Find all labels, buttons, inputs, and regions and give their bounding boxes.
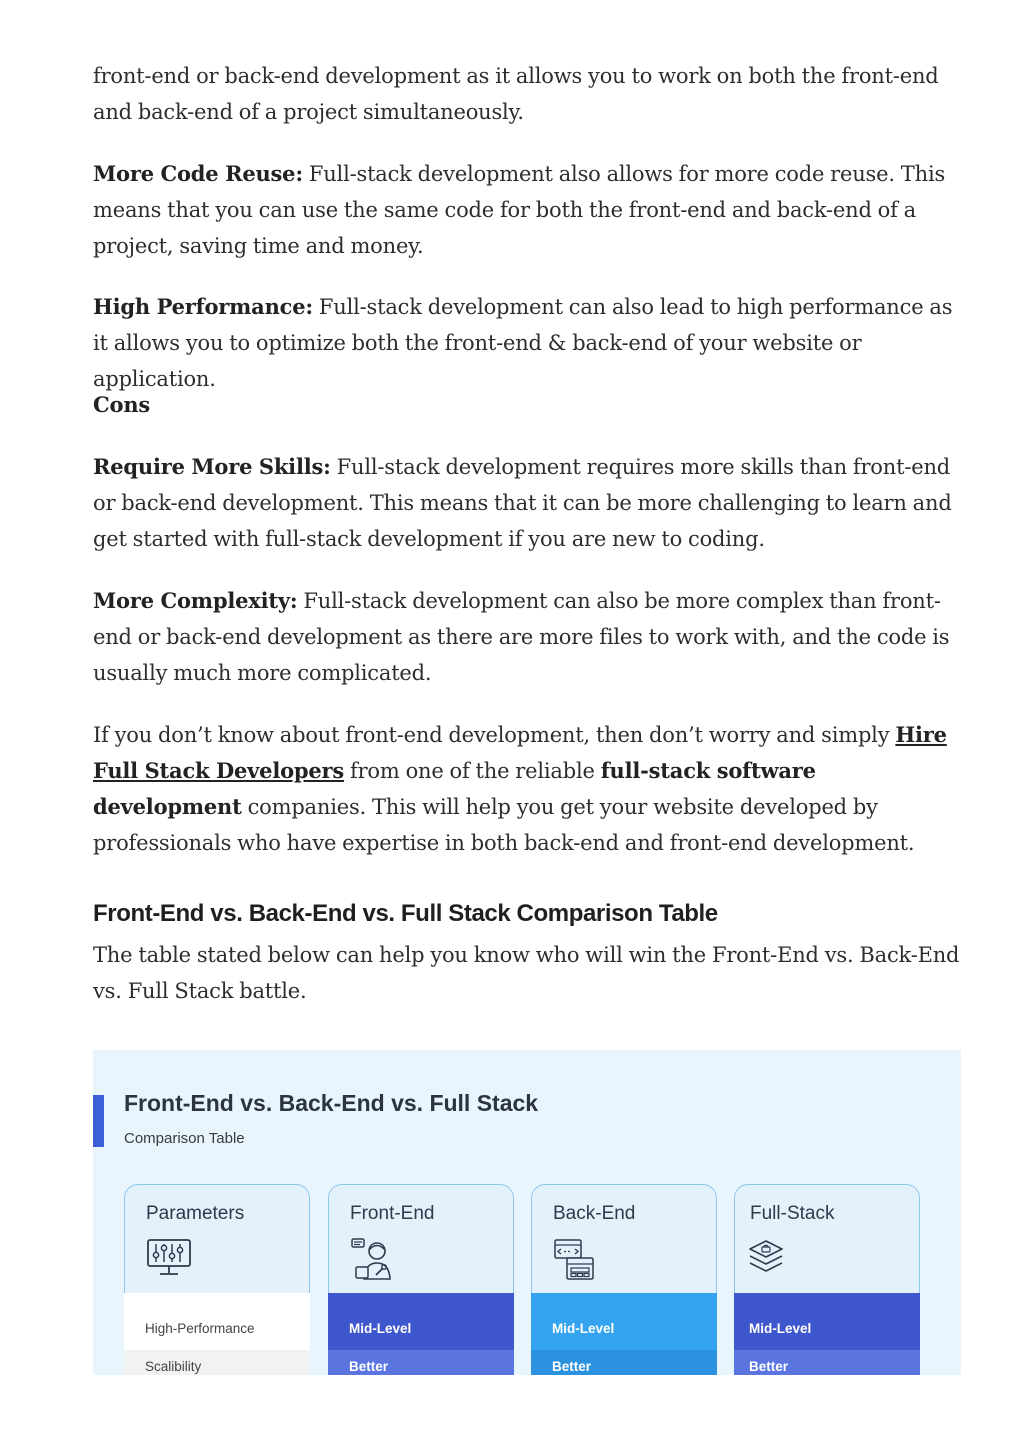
cell-text: Better <box>749 1359 789 1374</box>
column-header <box>124 1184 310 1294</box>
code-server-icon <box>553 1237 599 1281</box>
cell-text: High-Performance <box>145 1321 255 1336</box>
figure-title: Front-End vs. Back-End vs. Full Stack <box>124 1090 539 1116</box>
table-cell <box>734 1293 920 1350</box>
accent-bar <box>93 1095 104 1147</box>
cons-heading-text: Cons <box>93 392 151 417</box>
column-parameters <box>124 1184 310 1375</box>
more-complexity-label: More Complexity: <box>93 588 298 613</box>
section-heading: Front-End vs. Back-End vs. Full Stack Comparison Table <box>93 900 718 927</box>
table-cell <box>124 1350 310 1375</box>
figure-subtitle: Comparison Table <box>124 1130 245 1147</box>
cell-text: Better <box>552 1359 592 1374</box>
column-back-end <box>531 1184 717 1375</box>
column-body <box>124 1293 310 1375</box>
cell-text: Better <box>349 1359 389 1374</box>
hire-text-bold: full-stack software development <box>93 758 816 819</box>
more-complexity-text: Full-stack development can also be more complex than front-end or back-end development as there are more files to work with, and the code is usually much more complicated. <box>93 589 950 685</box>
cell-text: Scalibility <box>145 1359 202 1374</box>
cons-heading <box>93 387 150 423</box>
table-cell <box>734 1350 920 1375</box>
table-cell <box>328 1350 514 1375</box>
high-performance-text: Full-stack development can also lead to high performance as it allows you to optimize both the front-end & back-end of your website or application. <box>93 295 953 391</box>
more-skills-paragraph <box>93 449 963 557</box>
more-complexity-paragraph <box>93 583 963 691</box>
table-cell <box>531 1350 717 1375</box>
column-body <box>734 1293 920 1375</box>
column-header <box>328 1184 514 1294</box>
column-header <box>734 1184 920 1294</box>
cell-text: Mid-Level <box>552 1321 615 1336</box>
code-reuse-paragraph <box>93 156 963 264</box>
column-label: Back-End <box>553 1203 636 1224</box>
more-skills-text: Full-stack development requires more skills than front-end or back-end development. This means that it can be more challenging to learn and get started with full-stack development if you are new to coding. <box>93 455 952 551</box>
column-label: Full-Stack <box>750 1203 835 1224</box>
column-body <box>328 1293 514 1375</box>
hire-text-after: companies. This will help you get your website developed by professionals who have expertise in both back-end and front-end development. <box>93 795 915 855</box>
column-label: Parameters <box>146 1203 245 1224</box>
code-reuse-label: More Code Reuse: <box>93 161 303 186</box>
hire-text-middle: from one of the reliable <box>344 759 601 783</box>
table-cell <box>328 1293 514 1350</box>
sliders-monitor-icon <box>146 1237 192 1281</box>
comparison-table-image <box>93 1050 961 1375</box>
more-skills-label: Require More Skills: <box>93 454 331 479</box>
hire-text-before: If you don’t know about front-end development, then don’t worry and simply <box>93 723 896 747</box>
column-front-end <box>328 1184 514 1375</box>
high-performance-label: High Performance: <box>93 294 313 319</box>
cell-text: Mid-Level <box>349 1321 412 1336</box>
hire-paragraph <box>93 717 963 861</box>
section-intro-paragraph: The table stated below can help you know who will win the Front-End vs. Back-End vs. Full Stack battle. <box>93 943 960 1003</box>
high-performance-paragraph <box>93 289 963 397</box>
table-cell <box>124 1293 310 1350</box>
column-body <box>531 1293 717 1375</box>
column-full-stack <box>734 1184 920 1375</box>
column-label: Front-End <box>350 1203 435 1224</box>
intro-paragraph: front-end or back-end development as it allows you to work on both the front-end and back-end of a project simultaneously. <box>93 64 939 124</box>
table-cell <box>531 1293 717 1350</box>
developer-laptop-icon <box>350 1237 396 1281</box>
hire-full-stack-developers-link[interactable]: Hire Full Stack Developers <box>93 722 947 783</box>
column-header <box>531 1184 717 1294</box>
layers-stack-icon <box>747 1237 793 1281</box>
code-reuse-text: Full-stack development also allows for more code reuse. This means that you can use the same code for both the front-end and back-end of a project, saving time and money. <box>93 162 946 258</box>
cell-text: Mid-Level <box>749 1321 812 1336</box>
